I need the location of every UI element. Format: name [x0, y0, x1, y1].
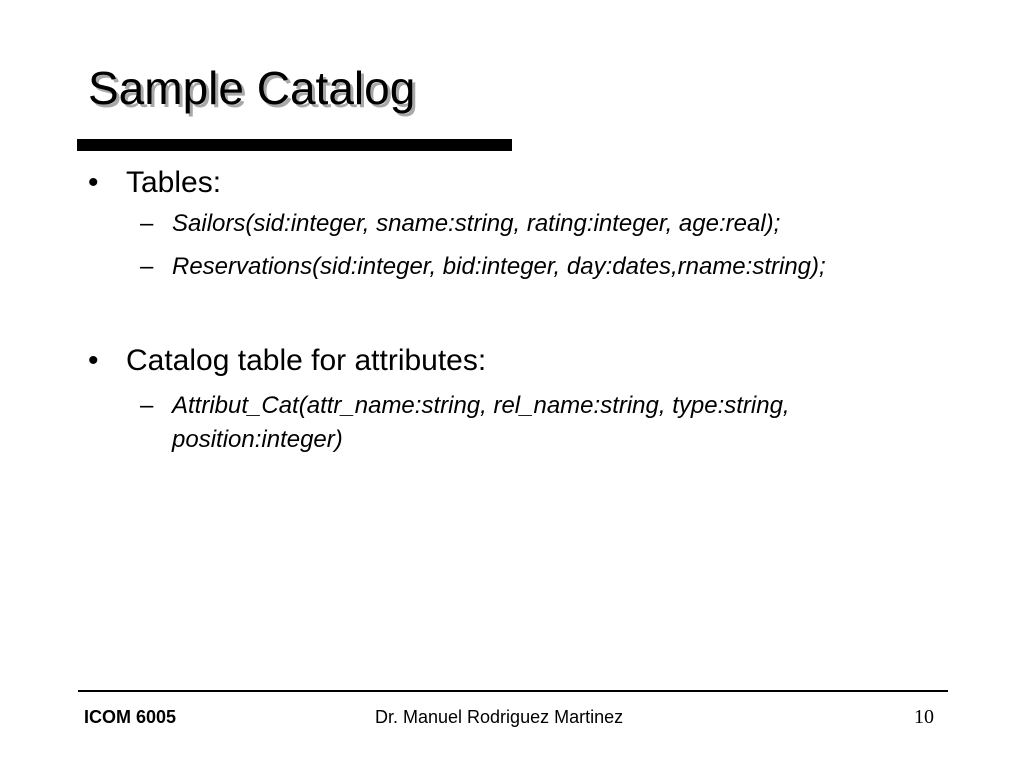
footer-course: ICOM 6005 [84, 707, 177, 727]
footer-page-number: 10 [914, 706, 934, 728]
subitem-symbol: – [140, 253, 154, 280]
subitem-text: Reservations(sid:integer, bid:integer, day:dates,rname:string); [172, 253, 826, 280]
footer-divider [78, 690, 948, 692]
bullet-text: Tables: [126, 166, 222, 199]
footer-author: Dr. Manuel Rodriguez Martinez [375, 707, 624, 727]
bullet-text: Catalog table for attributes: [126, 344, 487, 377]
subitem-symbol: – [140, 210, 154, 237]
slide-title: Sample Catalog [88, 62, 416, 114]
subitem-symbol: – [140, 392, 154, 419]
subitem-text: Sailors(sid:integer, sname:string, rating:integer, age:real); [172, 210, 781, 237]
subitem-text: Attribut_Cat(attr_name:string, rel_name:string, type:string, position:integer) [172, 392, 790, 453]
title-underline [77, 139, 512, 151]
bullet-symbol: • [88, 166, 99, 199]
bullet-symbol: • [88, 344, 99, 377]
